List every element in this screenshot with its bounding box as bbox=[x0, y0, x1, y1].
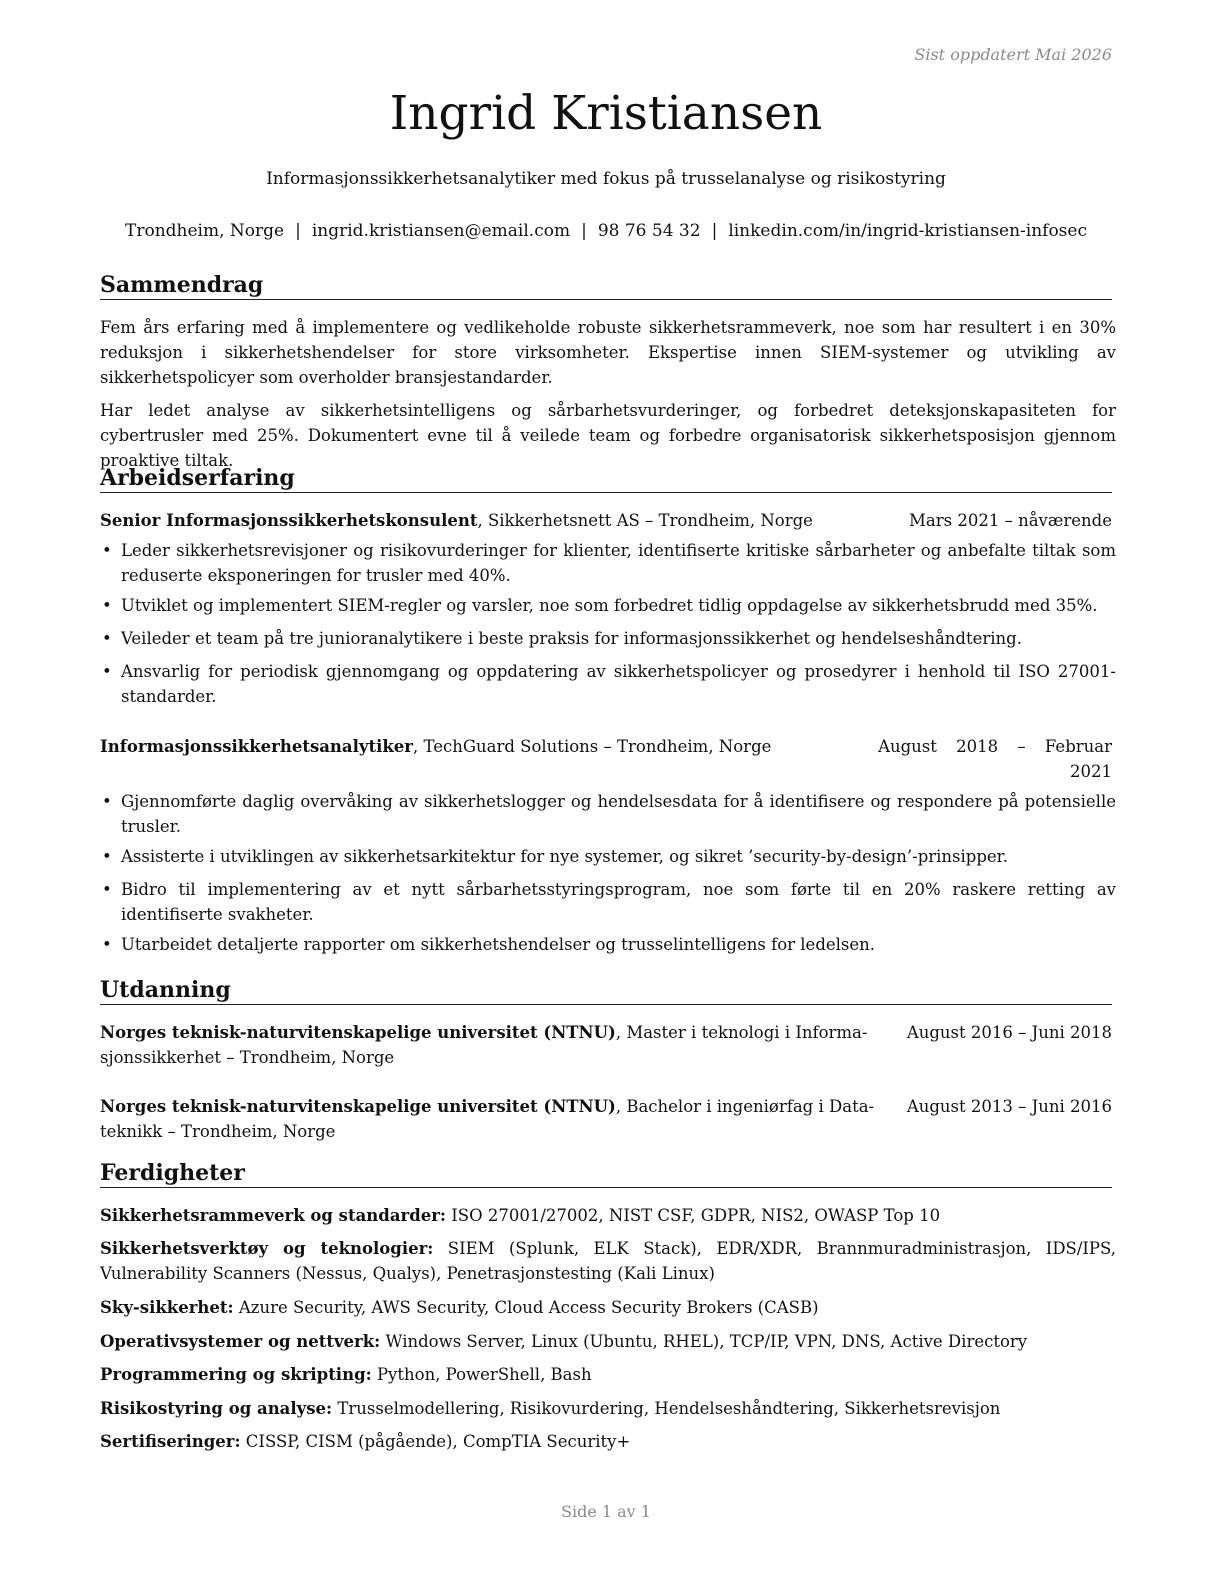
degree: , Bachelor i ingeniørfag i Data- bbox=[615, 1097, 875, 1116]
education-dates: August 2013 – Juni 2016 bbox=[906, 1097, 1112, 1116]
summary-paragraph: Har ledet analyse av sikkerhetsintelligens og sårbarhetsvurderinger, og forbedret deteksjonskapasiteten for cybertrusler med 25%. Dokumentert evne til å veilede team og forbedre organisatorisk sikkerhetsposisjon gjennom proaktive tiltak. bbox=[100, 401, 1116, 470]
summary-paragraph: Fem års erfaring med å implementere og vedlikeholde robuste sikkerhetsrammeverk, noe som har resultert i en 30% reduksjon i sikkerhetshendelser for store virksomheter. Ekspertise innen SIEM-systemer og utvikling av sikkerhetspolicyer som overholder bransjestandarder. bbox=[100, 318, 1116, 387]
job-title: Senior Informasjonssikkerhetskonsulent bbox=[100, 511, 478, 530]
job-bullet: • Gjennomførte daglig overvåking av sikkerhetslogger og hendelsesdata for å identifisere og respondere på potensielle trusler. bbox=[100, 789, 1116, 839]
job-dates: August 2018 – Februar 2021 bbox=[878, 737, 1112, 781]
last-updated: Sist oppdatert Mai 2026 bbox=[914, 45, 1112, 64]
school-name: Norges teknisk-naturvitenskapelige universitet (NTNU) bbox=[100, 1023, 616, 1042]
job-bullet: • Assisterte i utviklingen av sikkerhetsarkitektur for nye systemer, og sikret ’security-by-design’-prinsipper. bbox=[100, 844, 1116, 869]
skill-line: Sikkerhetsverktøy og teknologier: SIEM (Splunk, ELK Stack), EDR/XDR, Brannmuradministrasjon, IDS/IPS, Vulnerability Scanners (Nessus, Qualys), Penetrasjonstesting (Kali Linux) bbox=[100, 1239, 1116, 1283]
skill-line: Sky-sikkerhet: Azure Security, AWS Security, Cloud Access Security Brokers (CASB) bbox=[100, 1298, 819, 1317]
job-header bbox=[100, 734, 1112, 784]
job-bullet: • Utarbeidet detaljerte rapporter om sikkerhetshendelser og trusselintelligens for ledelsen. bbox=[100, 932, 1116, 957]
contact-phone: 98 76 54 32 bbox=[597, 221, 701, 241]
page-number: Side 1 av 1 bbox=[561, 1502, 651, 1521]
job-bullet: • Utviklet og implementert SIEM-regler og varsler, noe som forbedret tidlig oppdagelse av sikkerhetsbrudd med 35%. bbox=[100, 593, 1116, 618]
candidate-name: Ingrid Kristiansen bbox=[389, 86, 823, 141]
job-bullet: • Bidro til implementering av et nytt sårbarhetsstyringsprogram, noe som førte til en 20% raskere retting av identifiserte svakheter. bbox=[100, 877, 1116, 927]
job-bullet: • Ansvarlig for periodisk gjennomgang og oppdatering av sikkerhetspolicyer og prosedyrer i henhold til ISO 27001-standarder. bbox=[100, 659, 1116, 709]
skill-line: Sertifiseringer: CISSP, CISM (pågående), CompTIA Security+ bbox=[100, 1432, 631, 1451]
degree-cont: teknikk – Trondheim, Norge bbox=[100, 1122, 336, 1141]
education-entry bbox=[100, 1020, 1112, 1070]
contact-separator: | bbox=[581, 221, 587, 241]
job-org: , Sikkerhetsnett AS – Trondheim, Norge bbox=[477, 511, 813, 530]
degree-cont: sjonssikkerhet – Trondheim, Norge bbox=[100, 1048, 395, 1067]
degree: , Master i teknologi i Informa- bbox=[615, 1023, 868, 1042]
section-heading-summary: Sammendrag bbox=[100, 271, 1112, 300]
skill-line: Sikkerhetsrammeverk og standarder: ISO 27001/27002, NIST CSF, GDPR, NIS2, OWASP Top 10 bbox=[100, 1206, 941, 1225]
school-name: Norges teknisk-naturvitenskapelige universitet (NTNU) bbox=[100, 1097, 616, 1116]
contact-separator: | bbox=[295, 221, 301, 241]
job-title: Informasjonssikkerhetsanalytiker bbox=[100, 737, 413, 756]
section-heading-experience: Arbeidserfaring bbox=[100, 464, 1112, 493]
education-entry bbox=[100, 1094, 1112, 1144]
skill-line: Risikostyring og analyse: Trusselmodellering, Risikovurdering, Hendelseshåndtering, Sikkerhetsrevisjon bbox=[100, 1399, 1001, 1418]
contact-line bbox=[100, 221, 1112, 241]
section-heading-skills: Ferdigheter bbox=[100, 1159, 1112, 1188]
job-org: , TechGuard Solutions – Trondheim, Norge bbox=[412, 737, 772, 756]
job-bullet: • Leder sikkerhetsrevisjoner og risikovurderinger for klienter, identifiserte kritiske sårbarheter og anbefalte tiltak som reduserte eksponeringen for trusler med 40%. bbox=[100, 538, 1116, 588]
skill-line: Operativsystemer og nettverk: Windows Server, Linux (Ubuntu, RHEL), TCP/IP, VPN, DNS, Active Directory bbox=[100, 1332, 1028, 1351]
contact-linkedin[interactable]: linkedin.com/in/ingrid-kristiansen-infosec bbox=[728, 221, 1087, 241]
contact-location: Trondheim, Norge bbox=[125, 221, 285, 241]
tagline: Informasjonssikkerhetsanalytiker med fokus på trusselanalyse og risikostyring bbox=[266, 169, 946, 189]
job-bullet: • Veileder et team på tre junioranalytikere i beste praksis for informasjonssikkerhet og hendelseshåndtering. bbox=[100, 626, 1116, 651]
contact-separator: | bbox=[711, 221, 718, 241]
education-dates: August 2016 – Juni 2018 bbox=[906, 1023, 1112, 1042]
section-heading-education: Utdanning bbox=[100, 976, 1112, 1005]
contact-email[interactable]: ingrid.kristiansen@email.com bbox=[311, 221, 571, 241]
job-dates: Mars 2021 – nåværende bbox=[909, 511, 1112, 530]
skill-line: Programmering og skripting: Python, PowerShell, Bash bbox=[100, 1365, 592, 1384]
